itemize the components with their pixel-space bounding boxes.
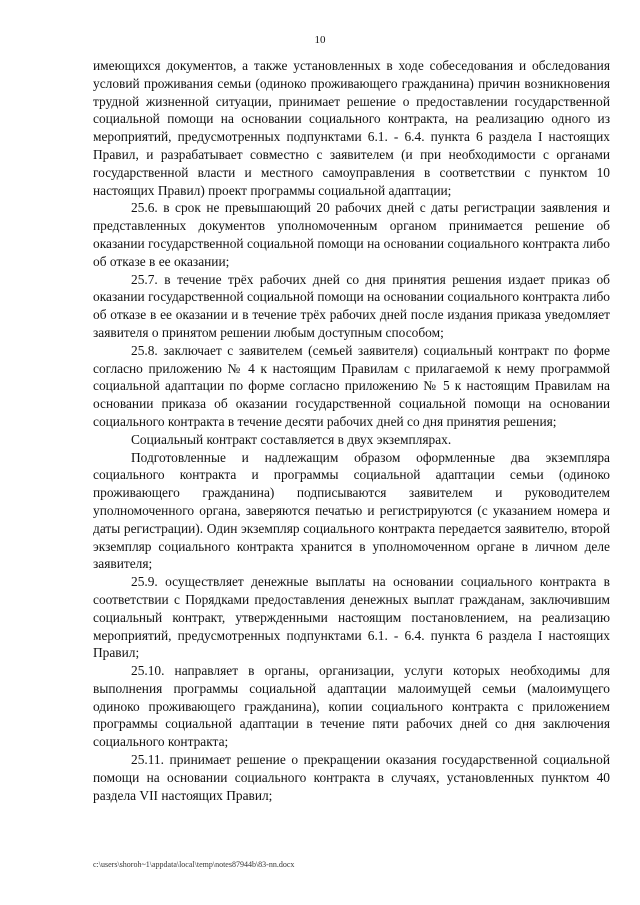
document-body xyxy=(93,57,610,804)
paragraph-25-11: 25.11. принимает решение о прекращении оказания государственной социальной помощи на основании социального контракта в случаях, установленных пунктом 40 раздела VII настоящих Правил; xyxy=(93,752,610,803)
paragraph-contract-copies: Социальный контракт составляется в двух экземплярах. xyxy=(131,431,452,447)
footer-file-path: c:\users\shoroh~1\appdata\local\temp\notes87944b\83-nn.docx xyxy=(93,860,295,869)
paragraph-25-10: 25.10. направляет в органы, организации, услуги которых необходимы для выполнения программы социальной адаптации малоимущей семьи (малоимущего одиноко проживающего гражданина), копии социального контракта с приложением программы социальной адаптации в течение пяти рабочих дней со дня заключения социального контракта; xyxy=(93,663,610,750)
paragraph-25-6: 25.6. в срок не превышающий 20 рабочих дней с даты регистрации заявления и представленных документов уполномоченным органом принимается решение об оказании государственной социальной помощи на основании социального контракта либо об отказе в ее оказании; xyxy=(93,200,610,269)
paragraph-25-9: 25.9. осуществляет денежные выплаты на основании социального контракта в соответствии с Порядками предоставления денежных выплат гражданам, заключившим социальный контракт, утвержденными настоящим постановлением, на реализацию мероприятий, предусмотренных подпунктами 6.1. - 6.4. пункта 6 раздела I настоящих Правил; xyxy=(93,574,610,661)
page-number: 10 xyxy=(314,34,326,46)
paragraph-25-8: 25.8. заключает с заявителем (семьей заявителя) социальный контракт по форме согласно приложению № 4 к настоящим Правилам с прилагаемой к нему программой социальной адаптации по форме согласно приложению № 5 к настоящим Правилам на основании приказа об оказании государственной социальной помощи на основании социального контракта в течение десяти рабочих дней со дня принятия решения; xyxy=(93,342,610,429)
paragraph-contract-signing: Подготовленные и надлежащим образом оформленные два экземпляра социального контракта и программы социальной адаптации семьи (одиноко проживающего гражданина) подписываются заявителем и руководителем уполномоченного органа, заверяются печатью и регистрируются (с указанием номера и даты регистрации). Один экземпляр социального контракта передается заявителю, второй экземпляр социального контракта хранится в уполномоченном органе в личном деле заявителя; xyxy=(93,449,610,572)
paragraph: имеющихся документов, а также установленных в ходе собеседования и обследования условий проживания семьи (одиноко проживающего гражданина) причин возникновения трудной жизненной ситуации, принимает решение о предоставлении государственной социальной помощи на основании социального контракта, на реализацию одного из мероприятий, предусмотренных подпунктами 6.1. - 6.4. пункта 6 раздела I настоящих Правил, и разрабатывает совместно с заявителем (и при необходимости с органами государственной власти и местного самоуправления в соответствии с пунктом 10 настоящих Правил) проект программы социальной адаптации; xyxy=(93,58,610,198)
paragraph-25-7: 25.7. в течение трёх рабочих дней со дня принятия решения издает приказ об оказании государственной социальной помощи на основании социального контракта либо об отказе в ее оказании и в течение трёх рабочих дней после издания приказа уведомляет заявителя о принятом решении любым доступным способом; xyxy=(93,271,610,340)
